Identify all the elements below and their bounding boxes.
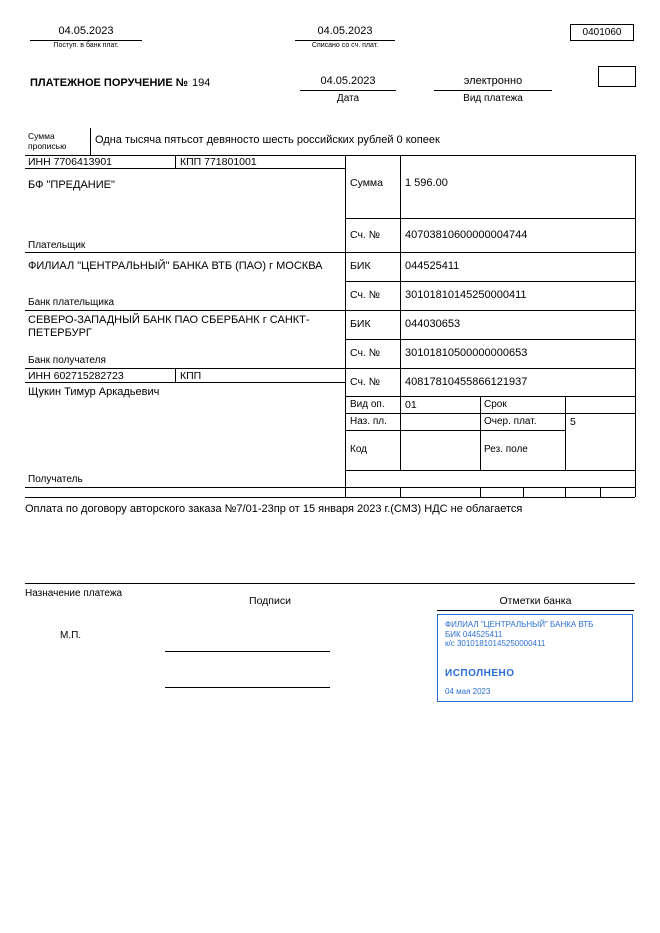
- status-box: [598, 66, 636, 87]
- term-label: Срок: [484, 399, 507, 410]
- payer-inn: ИНН 7706413901: [28, 156, 113, 168]
- payee-bank-bik-value: 044030653: [405, 318, 461, 330]
- grid-vline: [400, 155, 401, 470]
- payee-bank-name: СЕВЕРО-ЗАПАДНЫЙ БАНК ПАО СБЕРБАНК г САНКТ-ПЕТЕРБУРГ: [28, 314, 310, 339]
- purpose-text: Оплата по договору авторского заказа №7/01-23пр от 15 января 2023 г.(СМЗ) НДС не облагается: [25, 503, 523, 515]
- payee-kpp-label: КПП: [180, 370, 202, 382]
- grid-vline: [565, 396, 566, 470]
- amount-words-text: Одна тысяча пятьсот девяносто шесть российских рублей 0 копеек: [95, 134, 440, 146]
- grid-vline: [523, 487, 524, 497]
- debited-date-caption: Списано со сч. плат.: [311, 42, 379, 49]
- payee-bank-account-label: Сч. №: [350, 347, 381, 359]
- stamp-place-label: М.П.: [60, 630, 82, 641]
- bank-stamp-corr-account: к/с 30101810145250000411: [445, 639, 546, 648]
- grid-vline: [175, 368, 176, 382]
- payer-bank-bik-label: БИК: [350, 260, 371, 272]
- priority-label: Очер. плат.: [484, 416, 537, 427]
- payee-bank-section-label: Банк получателя: [28, 355, 106, 366]
- grid-hline: [25, 368, 635, 369]
- doc-number: 194: [191, 77, 211, 89]
- grid-vline: [175, 155, 176, 168]
- payee-bank-account-value: 30101810500000000653: [405, 347, 528, 359]
- payee-inn: ИНН 602715282723: [28, 370, 124, 382]
- received-date-caption: Поступ. в банк плат.: [53, 42, 119, 49]
- op-kind-value: 01: [405, 399, 417, 411]
- amount-words-label: Сумма прописью: [28, 131, 67, 152]
- code-label: Код: [350, 444, 368, 455]
- payee-section-label: Получатель: [28, 474, 83, 485]
- bank-stamp-bank: ФИЛИАЛ "ЦЕНТРАЛЬНЫЙ" БАНКА ВТБ: [445, 620, 594, 629]
- form-code: 0401060: [582, 27, 622, 38]
- payer-bank-name: ФИЛИАЛ "ЦЕНТРАЛЬНЫЙ" БАНКА ВТБ (ПАО) г МОСКВА: [28, 260, 323, 272]
- signatures-label: Подписи: [249, 595, 291, 607]
- payee-account-label: Сч. №: [350, 376, 381, 388]
- grid-vline: [480, 396, 481, 470]
- purpose-field-line: [25, 583, 635, 584]
- grid-hline: [345, 281, 635, 282]
- grid-hline: [25, 155, 635, 156]
- bank-stamp-bik: БИК 044525411: [445, 629, 503, 639]
- payer-section-label: Плательщик: [28, 240, 86, 251]
- bank-marks-label: Отметки банка: [499, 595, 572, 607]
- purpose-code-label: Наз. пл.: [350, 416, 387, 427]
- received-date: 04.05.2023: [30, 25, 142, 41]
- amount-label: Сумма: [350, 177, 383, 189]
- bank-stamp-date: 04 мая 2023: [445, 687, 491, 696]
- payee-account-value: 40817810455866121937: [405, 376, 528, 388]
- grid-hline: [345, 413, 635, 414]
- doc-title: [30, 77, 210, 90]
- payer-account-value: 40703810600000004744: [405, 229, 528, 241]
- payer-name: БФ "ПРЕДАНИЕ": [28, 179, 115, 191]
- payer-bank-account-value: 30101810145250000411: [405, 289, 527, 301]
- form-code-box: [570, 24, 634, 41]
- debited-date: 04.05.2023: [295, 25, 395, 41]
- bank-marks-line: [437, 610, 634, 611]
- grid-hline: [345, 430, 565, 431]
- amount-value: 1 596.00: [405, 177, 448, 189]
- grid-vline: [345, 155, 346, 497]
- grid-hline: [345, 339, 635, 340]
- grid-vline: [400, 487, 401, 497]
- grid-hline: [25, 252, 635, 253]
- grid-hline: [25, 497, 635, 498]
- bank-stamp: [437, 614, 633, 702]
- payer-bank-account-label: Сч. №: [350, 289, 381, 301]
- payee-bank-bik-label: БИК: [350, 318, 371, 330]
- payer-bank-bik-value: 044525411: [405, 260, 460, 272]
- doc-date: 04.05.2023: [300, 75, 396, 91]
- payee-name: Щукин Тимур Аркадьевич: [28, 386, 160, 398]
- grid-vline: [635, 155, 636, 497]
- payment-kind-caption: Вид платежа: [463, 93, 523, 104]
- grid-vline: [565, 487, 566, 497]
- payer-kpp: КПП 771801001: [180, 156, 257, 168]
- grid-hline: [345, 470, 635, 471]
- op-kind-label: Вид оп.: [350, 399, 385, 410]
- grid-hline: [25, 487, 635, 488]
- priority-value: 5: [570, 416, 576, 428]
- grid-hline: [345, 218, 635, 219]
- reserve-field-label: Рез. поле: [484, 444, 528, 455]
- grid-vline: [480, 487, 481, 497]
- payer-bank-section-label: Банк плательщика: [28, 297, 115, 308]
- signature-line-2: [165, 687, 330, 688]
- doc-date-caption: Дата: [336, 93, 360, 104]
- payment-kind: электронно: [434, 75, 552, 91]
- bank-stamp-status: ИСПОЛНЕНО: [445, 667, 515, 679]
- grid-vline: [600, 487, 601, 497]
- grid-hline: [345, 396, 635, 397]
- doc-title-label: ПЛАТЕЖНОЕ ПОРУЧЕНИЕ №: [30, 77, 188, 89]
- signature-line-1: [165, 651, 330, 652]
- grid-vline: [90, 128, 91, 155]
- purpose-label: Назначение платежа: [25, 588, 123, 599]
- grid-hline: [25, 310, 635, 311]
- payer-account-label: Сч. №: [350, 229, 381, 241]
